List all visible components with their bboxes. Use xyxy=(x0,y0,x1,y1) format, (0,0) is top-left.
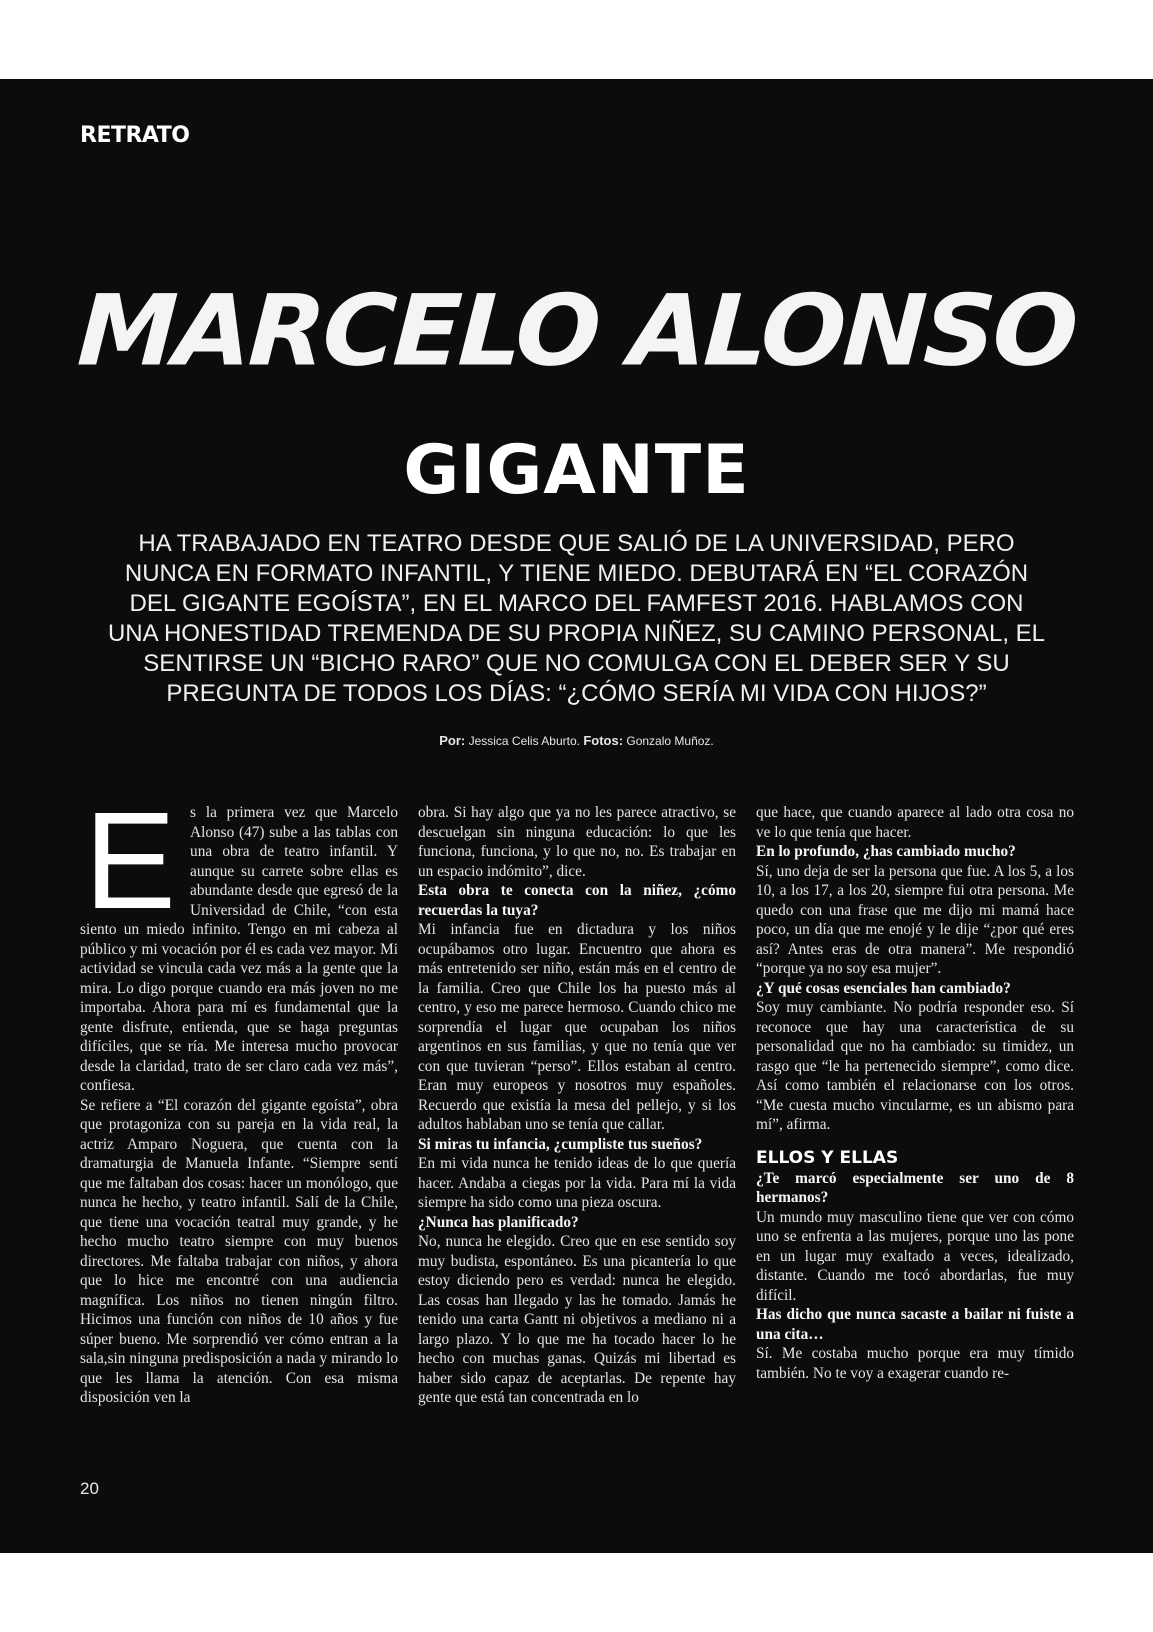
paragraph: s la primera vez que Marcelo Alonso (47) sube a las tablas con una obra de teatro infantil. Y aunque su carrete sobre ellas es abundante desde que egresó de la Universidad de Chile, “con esta siento un miedo infinito. Tengo en mi cabeza al público y mi vocación por él es cada vez mayor. Mi actividad se vincula cada vez más a la gente que la mira. Lo digo porque cuando era más joven no me importaba. Ahora para mí es fundamental que la gente disfrute, entienda, que se haga preguntas difíciles, que se ría. Me interesa mucho provocar desde la claridad, trato de ser claro cada vez más”, confiesa. xyxy=(80,804,398,1094)
dek: HA TRABAJADO EN TEATRO DESDE QUE SALIÓ DE LA UNIVERSIDAD, PERO NUNCA EN FORMATO INFANTIL, Y TIENE MIEDO. DEBUTARÁ EN “EL CORAZÓN DEL GIGANTE EGOÍSTA”, EN EL MARCO DEL FAMFEST 2016. HABLAMOS CON UNA HONESTIDAD TREMENDA DE SU PROPIA NIÑEZ, SU CAMINO PERSONAL, EL SENTIRSE UN “BICHO RARO” QUE NO COMULGA CON EL DEBER SER Y SU PREGUNTA DE TODOS LOS DÍAS: “¿CÓMO SERÍA MI VIDA CON HIJOS?” xyxy=(107,530,1046,707)
section-subhead: ELLOS Y ELLAS xyxy=(756,1147,899,1168)
interview-question: ¿Y qué cosas esenciales han cambiado? xyxy=(756,979,1011,997)
interview-answer: Soy muy cambiante. No podría responder eso. Sí reconoce que hay una característica de su personalidad que no ha cambiado: su timidez, un rasgo que “le ha pertenecido siempre”, como dice. Así como también el relacionarse con los otros. “Me cuesta mucho vincularme, es un abismo para mí”, afirma. xyxy=(756,999,1074,1133)
interview-question: Si miras tu infancia, ¿cumpliste tus sueños? xyxy=(418,1135,703,1153)
byline-label: Por: xyxy=(439,733,466,748)
headline-name: MARCELO ALONSO xyxy=(75,273,1079,388)
section-tag: RETRATO xyxy=(80,123,190,148)
interview-answer: Mi infancia fue en dictadura y los niños ocupábamos otro lugar. Encuentro que ahora es más entretenido ser niño, están más en el centro de la familia. Creo que Chile los ha puesto más al centro, y eso me parece hermoso. Cuando chico me sorprendía el lugar que ocupaban los niños argentinos en sus familias, y que no tenía que ver con que tuvieran “perso”. Ellos estaban al centro. Eran muy europeos y nosotros muy españoles. Recuerdo que existía la mesa del pellejo, y si los adultos hablaban uno se tenía que callar. xyxy=(418,921,736,1133)
article-column-1 xyxy=(80,784,398,1408)
photo-credit-label: Fotos: xyxy=(583,733,624,748)
article-column-2 xyxy=(418,803,736,1408)
interview-answer: Sí, uno deja de ser la persona que fue. A los 5, a los 10, a los 17, a los 20, siempre fui otra persona. Me quedo con una frase que me dijo mi mamá hace poco, un día que me enojé y le dije “¿por qué eres así? Antes eras de otra manera”. Me respondió “porque ya no soy esa mujer”. xyxy=(756,862,1074,977)
article-column-3 xyxy=(756,803,1074,1383)
interview-question: ¿Te marcó especialmente ser uno de 8 hermanos? xyxy=(756,1169,1074,1206)
interview-answer: Sí. Me costaba mucho porque era muy tímido también. No te voy a exagerar cuando re- xyxy=(756,1345,1074,1382)
paragraph: que hace, que cuando aparece al lado otra cosa no ve lo que tenía que hacer. xyxy=(756,804,1074,841)
interview-question: En lo profundo, ¿has cambiado mucho? xyxy=(756,843,1016,860)
interview-question: Has dicho que nunca sacaste a bailar ni fuiste a una cita… xyxy=(756,1306,1074,1343)
interview-question: Esta obra te conecta con la niñez, ¿cómo recuerdas la tuya? xyxy=(418,882,736,919)
headline-title: GIGANTE xyxy=(403,431,750,510)
paragraph: Se refiere a “El corazón del gigante egoísta”, obra que protagoniza con su pareja en la vida real, la actriz Amparo Noguera, que cuenta con la dramaturgia de Manuela Infante. “Siempre sentí que me faltaban dos cosas: hacer un monólogo, que nunca he hecho, y teatro infantil. Salí de la Chile, que tiene una vocación teatral muy grande, y he hecho mucho teatro siempre con muy buenos directores. Me faltaba trabajar con niños, y ahora que lo hice me encontré con una audiencia magnífica. Los niños no tienen ningún filtro. Hicimos una función con niños de 10 años y fue súper bueno. Me sorprendió ver cómo entran a la sala,sin ninguna predisposición a nada y mirando lo que les llama la atención. Con esa misma disposición ven la xyxy=(80,1096,398,1406)
paragraph: obra. Si hay algo que ya no les parece atractivo, se descuelgan sin ninguna educación: lo que les funciona, funciona, y lo que no, no. Es trabajar en un espacio indómito”, dice. xyxy=(418,804,736,880)
interview-answer: No, nunca he elegido. Creo que en ese sentido soy muy budista, espontáneo. Es una picantería lo que estoy diciendo pero es verdad: nunca he elegido. Las cosas han llegado y las he tomado. Jamás he tenido una carta Gantt ni objetivos a mediano ni a largo plazo. Y lo que me ha tocado hacer lo he hecho con muchas ganas. Quizás mi libertad es haber sido capaz de aceptarlas. De repente hay gente que está tan concentrada en lo xyxy=(418,1233,736,1406)
page-number: 20 xyxy=(80,1479,99,1498)
byline xyxy=(0,733,1153,748)
byline-author: Jessica Celis Aburto. xyxy=(468,734,580,748)
interview-answer: Un mundo muy masculino tiene que ver con cómo uno se enfrenta a las mujeres, porque uno las pone en un lugar muy exaltado a veces, idealizado, distante. Cuando me tocó abordarlas, fue muy difícil. xyxy=(756,1208,1074,1304)
magazine-page xyxy=(0,79,1153,1553)
drop-cap: E xyxy=(84,784,177,938)
interview-question: ¿Nunca has planificado? xyxy=(418,1213,579,1231)
interview-answer: En mi vida nunca he tenido ideas de lo que quería hacer. Andaba a ciegas por la vida. Para mí la vida siempre ha sido como una pieza oscura. xyxy=(418,1155,736,1211)
photo-credit-name: Gonzalo Muñoz. xyxy=(626,734,714,748)
